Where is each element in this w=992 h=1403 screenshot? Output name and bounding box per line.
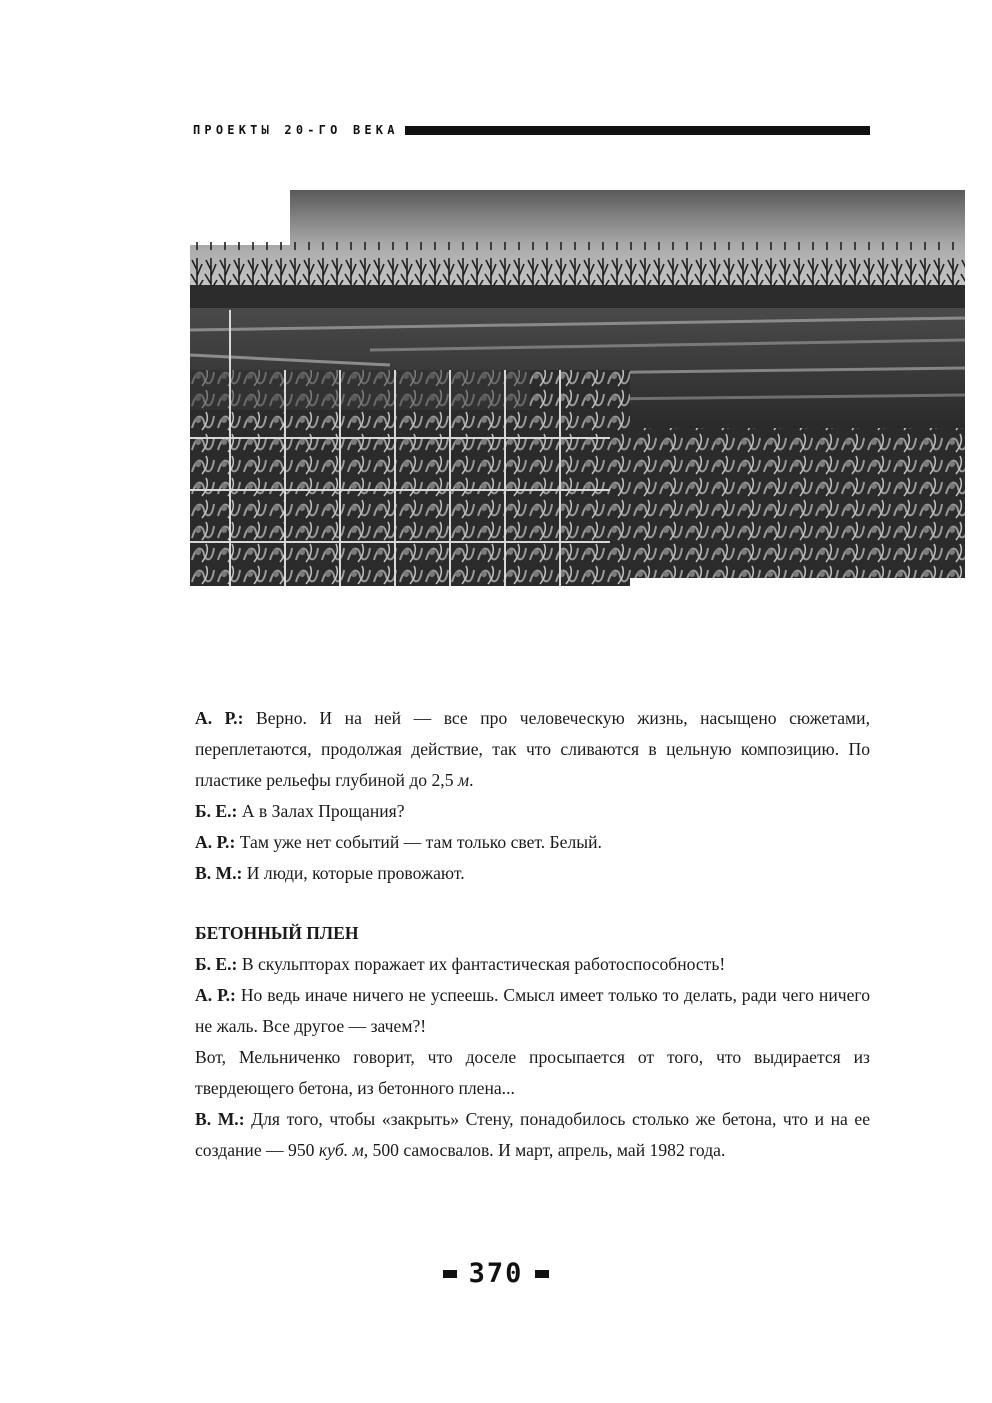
dialogue-line: А. Р.: Верно. И на ней — все про человеческую жизнь, насыщено сюжетами, переплетаются, продолжая действие, так что сливаются в цельную композицию. По пластике рельефы глубиной до 2,5 м. bbox=[195, 708, 870, 790]
speaker: Б. Е.: bbox=[195, 954, 238, 974]
dialogue-line: Б. Е.: А в Залах Прощания? bbox=[195, 801, 405, 821]
dialogue-line: В. М.: И люди, которые провожают. bbox=[195, 863, 465, 883]
speaker: А. Р.: bbox=[195, 985, 236, 1005]
dialogue-line: Вот, Мельниченко говорит, что доселе просыпается от того, что выдирается из твердеющего бетона, из бетонного плена... bbox=[195, 1047, 870, 1098]
running-head-label: ПРОЕКТЫ 20-ГО ВЕКА bbox=[193, 123, 399, 137]
running-head bbox=[193, 122, 870, 138]
dialogue-line: А. Р.: Но ведь иначе ничего не успеешь. Смысл имеет только то делать, ради чего ничего не жаль. Все другое — зачем?! bbox=[195, 985, 870, 1036]
dialogue-line: А. Р.: Там уже нет событий — там только свет. Белый. bbox=[195, 832, 602, 852]
section-heading: БЕТОННЫЙ ПЛЕН bbox=[195, 923, 359, 943]
body-text bbox=[195, 703, 870, 1166]
folio-bar-right bbox=[535, 1270, 549, 1278]
speaker: А. Р.: bbox=[195, 708, 244, 728]
page-number: 370 bbox=[468, 1258, 524, 1289]
speaker: Б. Е.: bbox=[195, 801, 238, 821]
dialogue-line: В. М.: Для того, чтобы «закрыть» Стену, понадобилось столько же бетона, что и на ее создание — 950 куб. м, 500 самосвалов. И март, апрель, май 1982 года. bbox=[195, 1109, 870, 1160]
running-head-rule bbox=[405, 126, 870, 135]
speaker: А. Р.: bbox=[195, 832, 236, 852]
folio-bar-left bbox=[443, 1270, 457, 1278]
page-folio bbox=[0, 1258, 992, 1289]
speaker: В. М.: bbox=[195, 863, 243, 883]
dialogue-line: Б. Е.: В скульпторах поражает их фантастическая работоспособность! bbox=[195, 954, 726, 974]
memorial-construction-photo bbox=[190, 190, 965, 586]
speaker: В. М.: bbox=[195, 1109, 245, 1129]
